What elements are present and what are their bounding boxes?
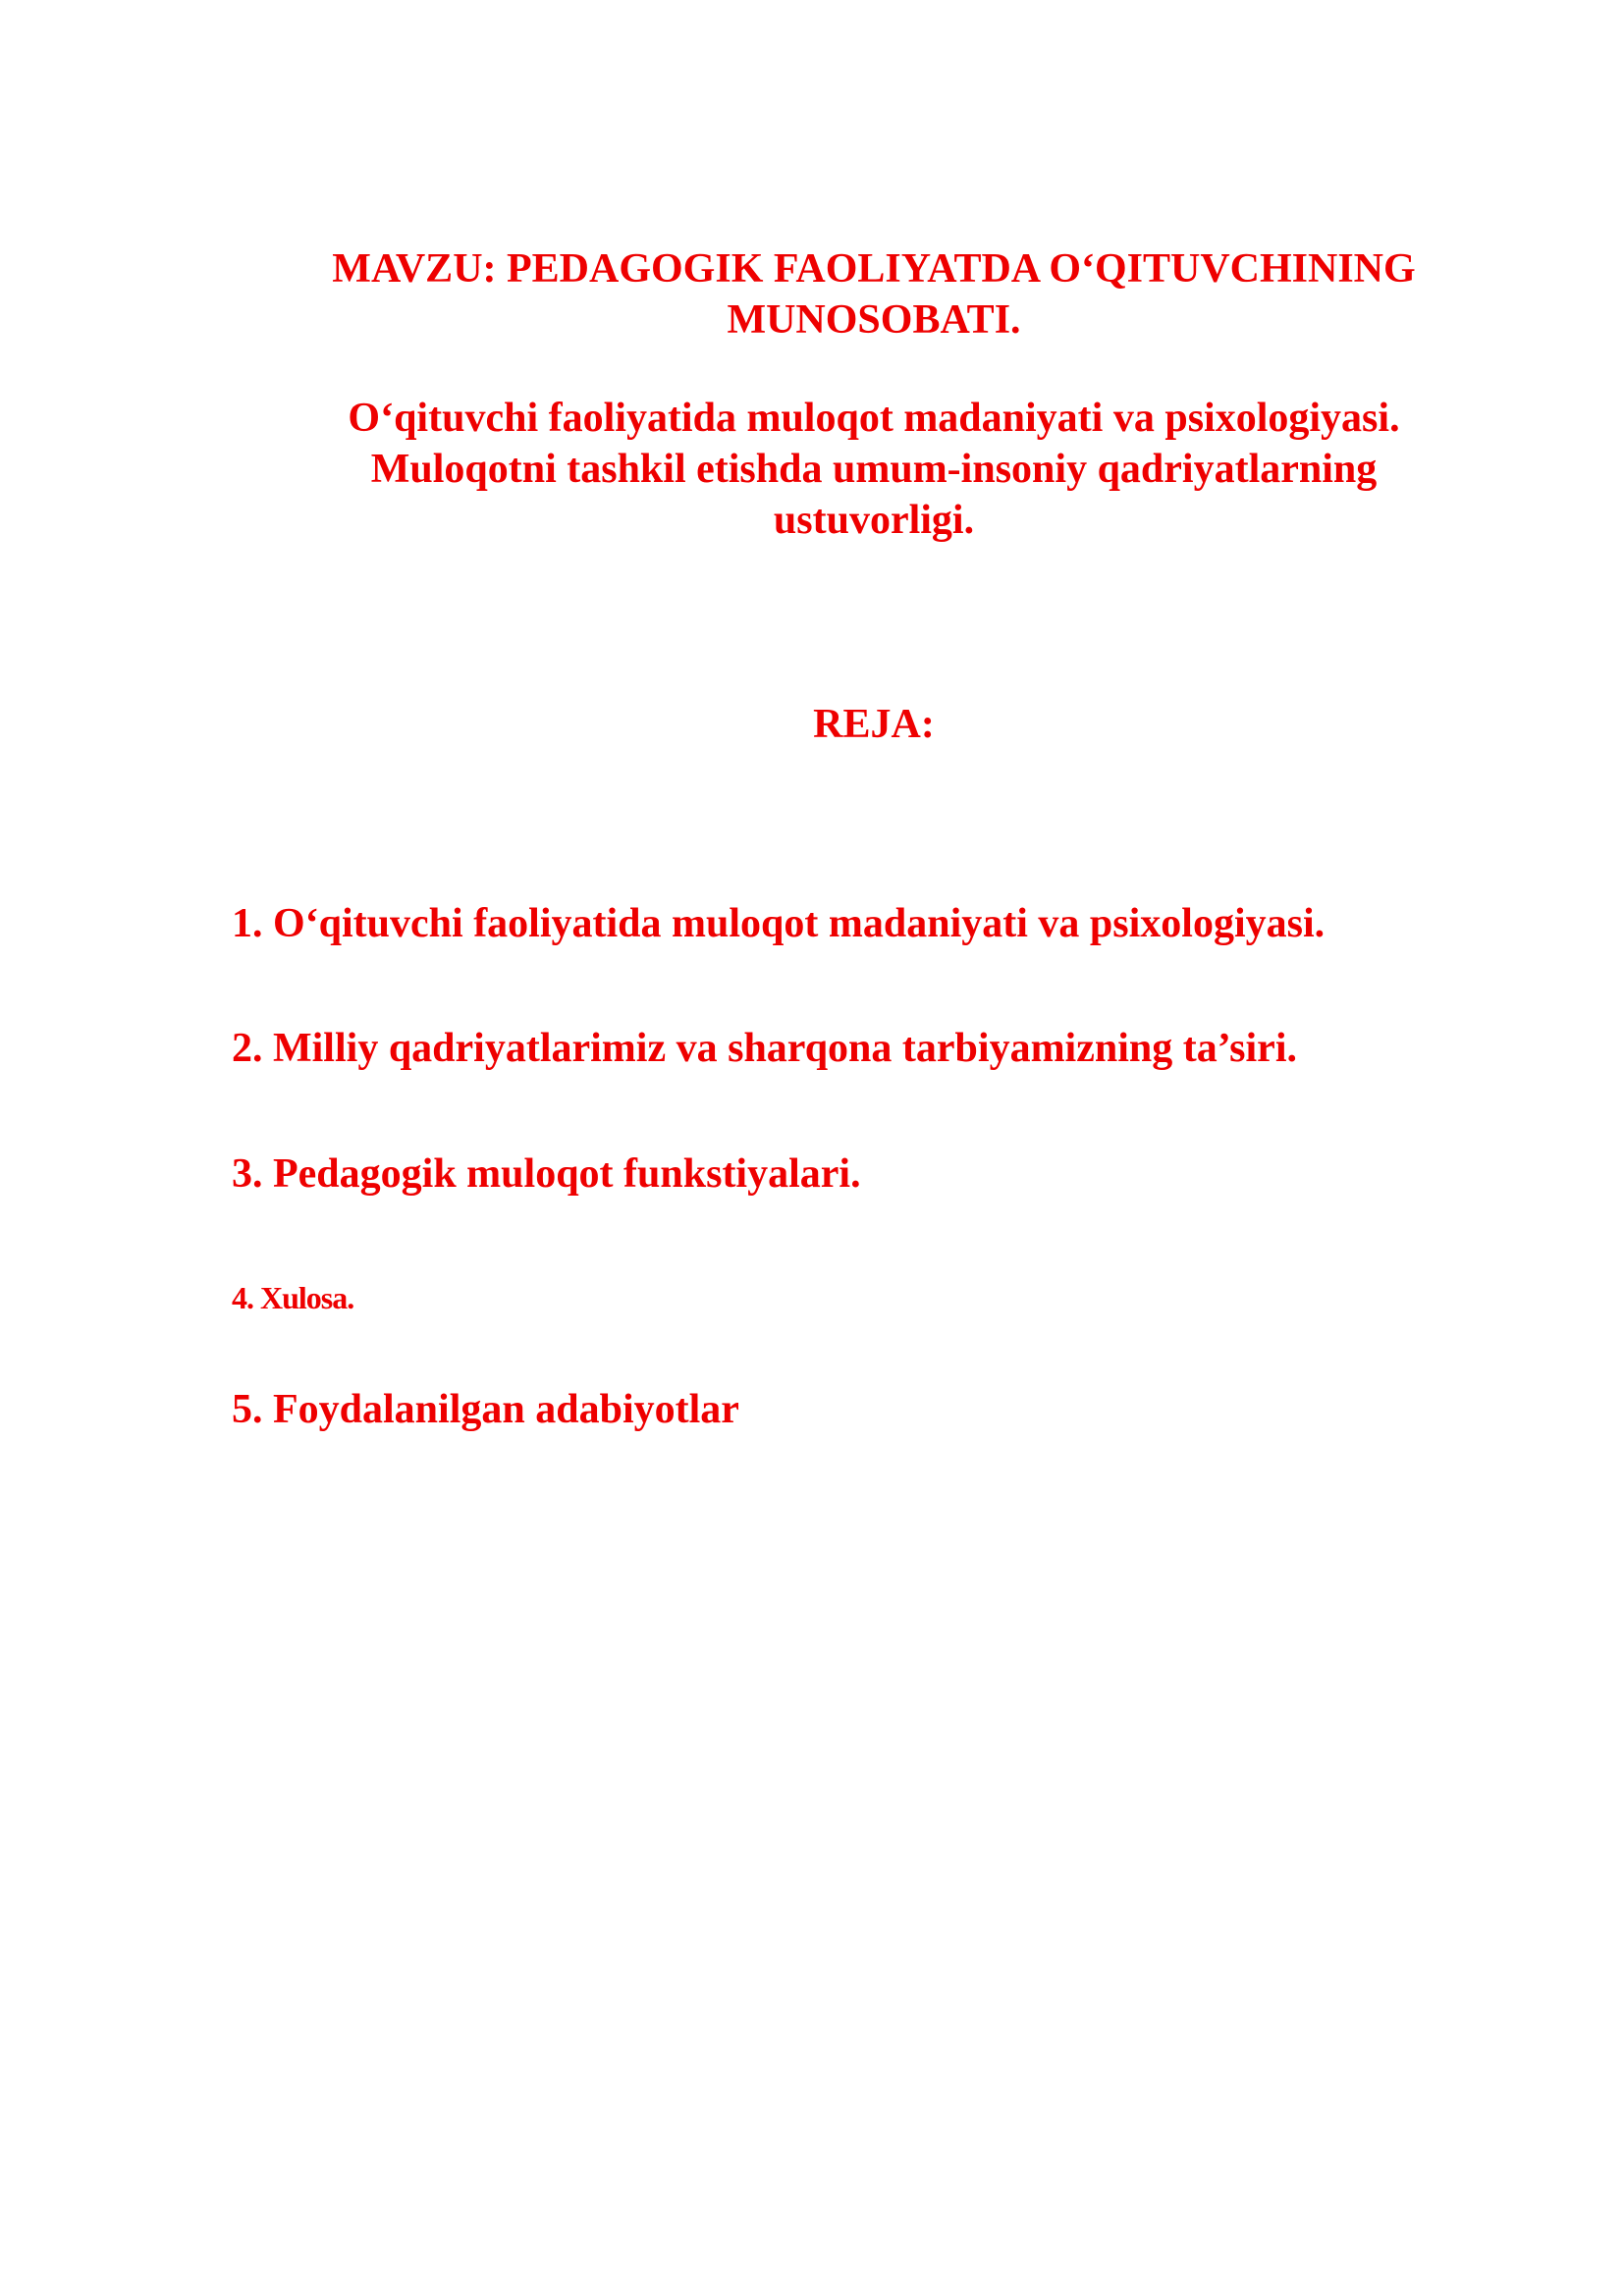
title-line-1: MAVZU: PEDAGOGIK FAOLIYATDA O‘QITUVCHINING: [332, 246, 1416, 292]
title-line-2: MUNOSOBATI.: [727, 297, 1021, 343]
document-subtitle: [226, 393, 1522, 546]
plan-item-1: 1. O‘qituvchi faoliyatida muloqot madaniyati va psixologiyasi.: [232, 901, 1326, 946]
plan-item-3: 3. Pedagogik muloqot funkstiyalari.: [232, 1151, 861, 1197]
document-title: [226, 243, 1522, 346]
subtitle-line-2: Muloqotni tashkil etishda umum-insoniy qadriyatlarning: [370, 447, 1378, 492]
plan-item-5: 5. Foydalanilgan adabiyotlar: [232, 1387, 739, 1432]
plan-heading: REJA:: [813, 702, 935, 747]
plan-item-2: 2. Milliy qadriyatlarimiz va sharqona tarbiyamizning ta’siri.: [232, 1026, 1297, 1071]
plan-item-4: 4. Xulosa.: [232, 1280, 354, 1315]
subtitle-line-1: O‘qituvchi faoliyatida muloqot madaniyati va psixologiyasi.: [348, 396, 1400, 441]
subtitle-line-3: ustuvorligi.: [773, 498, 975, 543]
